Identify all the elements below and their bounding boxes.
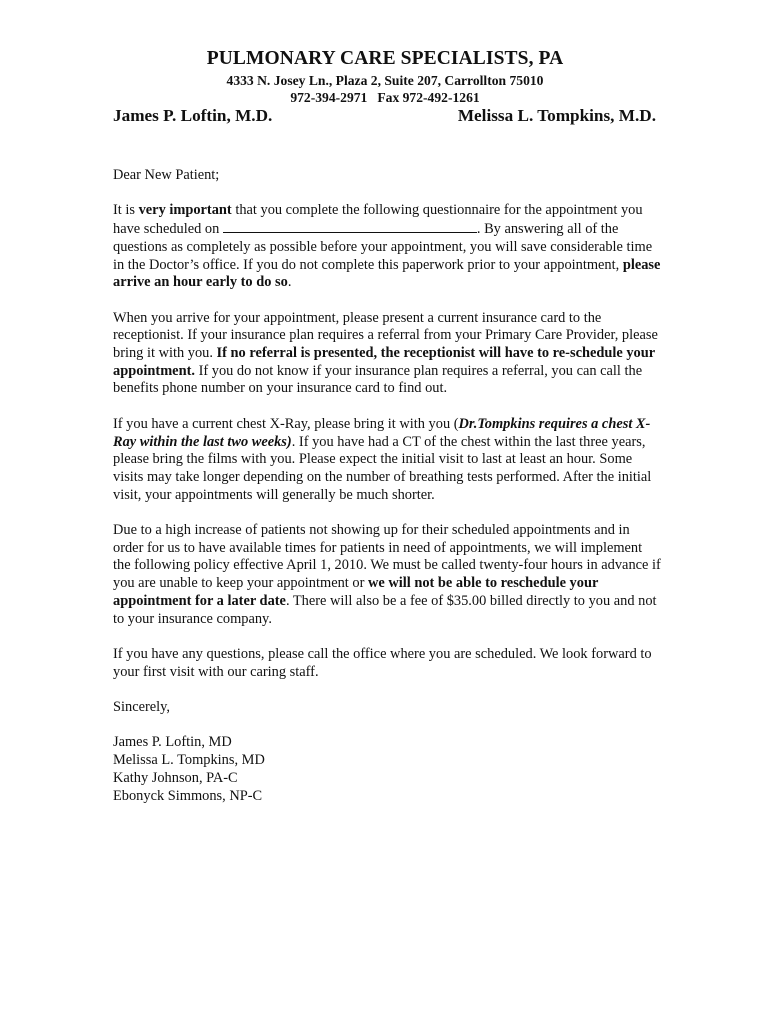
signature-line: Ebonyck Simmons, NP-C xyxy=(113,787,263,804)
emphasis-arrive-early: please arrive an hour early to do so xyxy=(113,256,661,291)
closing: Sincerely, xyxy=(113,699,171,715)
paragraph-questionnaire: It is very important that you complete the following questionnaire for the appointment you have scheduled on . By answering all of the questions as completely as possible before your appointment, you will save considerable time in the Doctor’s office. If you do not complete this paperwork prior to your appointment, please arrive an hour early to do so. xyxy=(113,202,661,291)
doctor-names xyxy=(113,105,656,127)
emphasis-xray-requirement: Dr.Tompkins requires a chest X-Ray within the last two weeks) xyxy=(113,415,651,450)
letter-body xyxy=(113,167,661,805)
doctor-name-left: James P. Loftin, M.D. xyxy=(113,106,273,125)
fax-number: Fax 972-492-1261 xyxy=(377,90,480,105)
letterhead xyxy=(0,46,770,106)
signature-line: Kathy Johnson, PA-C xyxy=(113,769,238,786)
emphasis-referral: If no referral is presented, the receptionist will have to re-schedule your appointment. xyxy=(113,345,655,379)
signature-line: James P. Loftin, MD xyxy=(113,734,232,751)
emphasis-very-important: very important xyxy=(138,202,232,219)
paragraph-questions: If you have any questions, please call the office where you are scheduled. We look forward to your first visit with our caring staff. xyxy=(113,645,652,680)
emphasis-reschedule: we will not be able to reschedule your appointment for a later date xyxy=(113,575,599,609)
doctor-name-right: Melissa L. Tompkins, M.D. xyxy=(457,106,656,125)
paragraph-xray: If you have a current chest X-Ray, please bring it with you (Dr.Tompkins requires a chest X-Ray within the last two weeks). If you have had a CT of the chest within the last three years, please bring the films with you. Please expect the initial visit to last at least an hour. Some visits may take longer depending on the number of breathing tests performed. After the initial visit, your appointments will generally be much shorter. xyxy=(113,415,652,503)
organization-name: PULMONARY CARE SPECIALISTS, PA xyxy=(206,48,564,69)
contact-numbers xyxy=(0,89,770,106)
signature-line: Melissa L. Tompkins, MD xyxy=(113,752,265,769)
appointment-date-blank xyxy=(223,220,477,233)
phone-number: 972-394-2971 xyxy=(290,90,368,105)
paragraph-insurance: When you arrive for your appointment, please present a current insurance card to the receptionist. If your insurance plan requires a referral from your Primary Care Provider, please bring it with you. If no referral is presented, the receptionist will have to re-schedule your appointment. If you do not know if your insurance plan requires a referral, you can call the benefits phone number on your insurance card to find out. xyxy=(113,309,658,397)
office-address: 4333 N. Josey Ln., Plaza 2, Suite 207, Carrollton 75010 xyxy=(226,73,544,88)
signature-block xyxy=(113,734,661,805)
paragraph-policy: Due to a high increase of patients not showing up for their scheduled appointments and in order for us to have available times for patients in need of appointments, we will implement the following policy effective April 1, 2010. We must be called twenty-four hours in advance if you are unable to keep your appointment or we will not be able to reschedule your appointment for a later date. There will also be a fee of $35.00 billed directly to you and not to your insurance company. xyxy=(113,522,661,627)
greeting: Dear New Patient; xyxy=(113,167,220,183)
